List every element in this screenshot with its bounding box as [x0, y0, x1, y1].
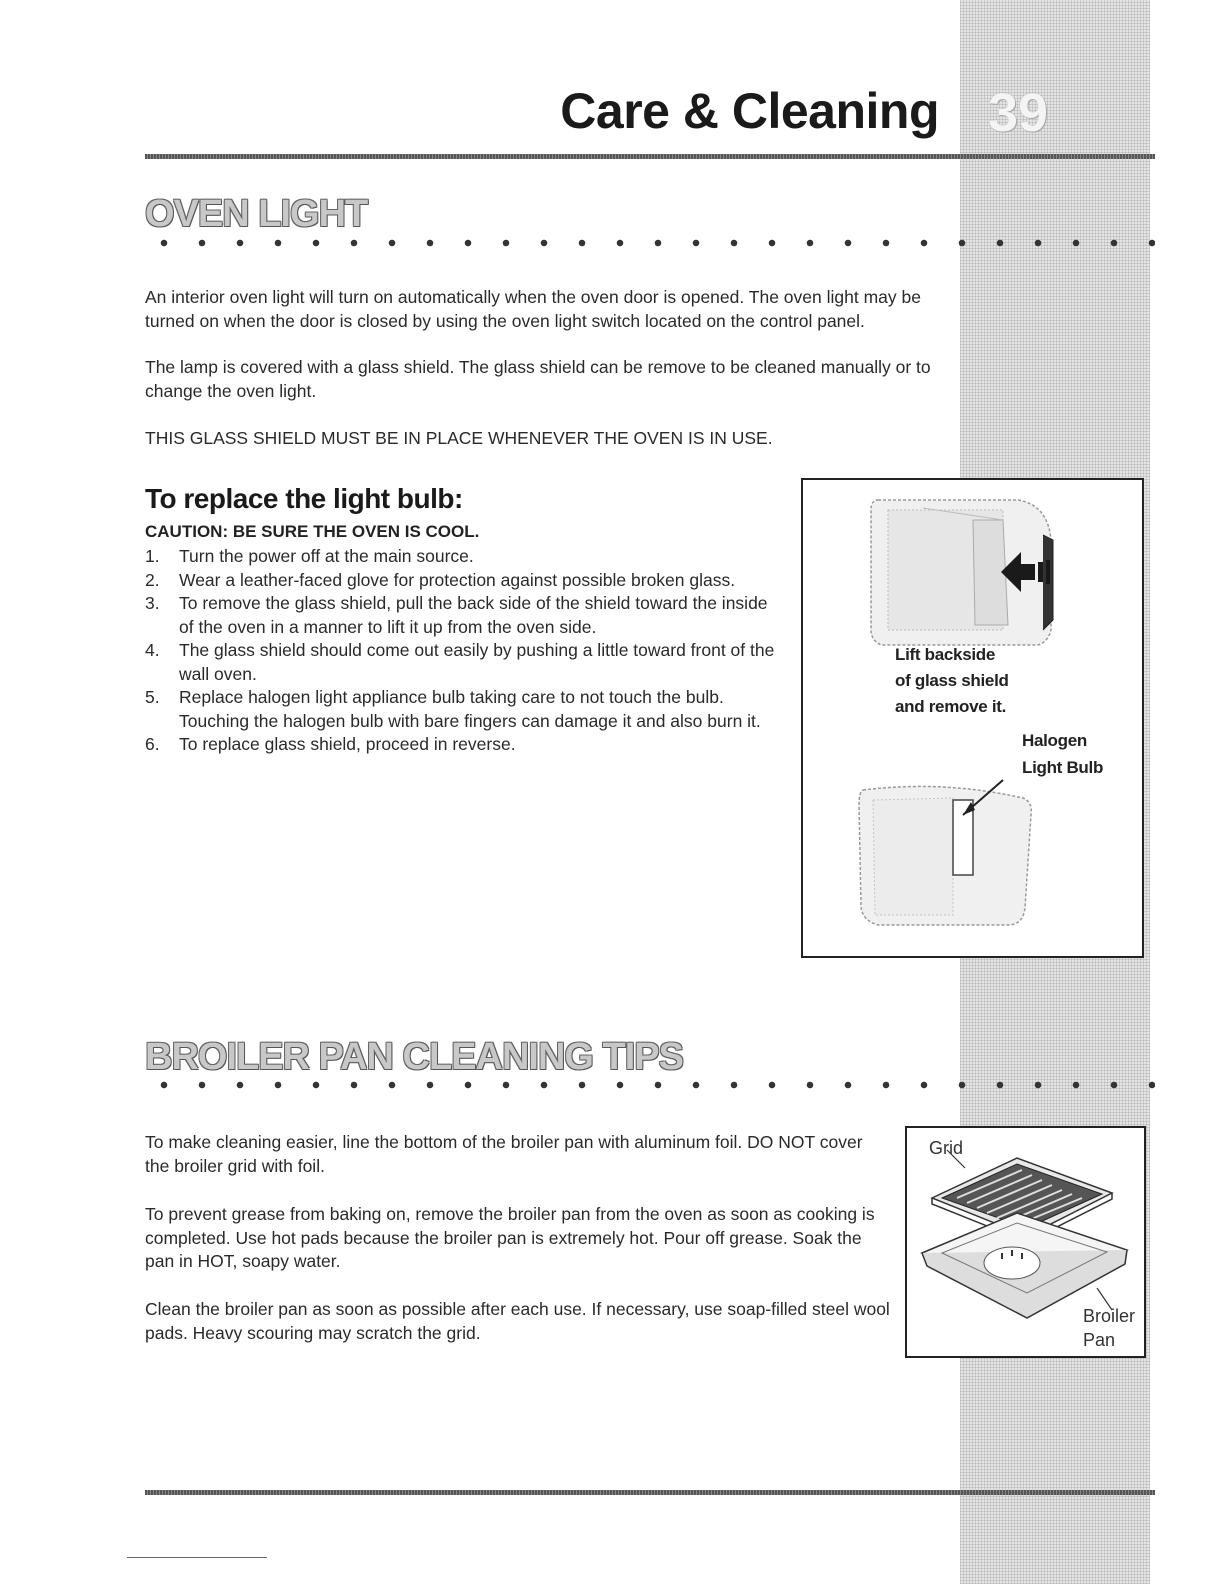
broiler-heading: BROILER PAN CLEANING TIPS: [145, 1036, 683, 1078]
list-item: [145, 592, 785, 639]
glass-shield-bottom-illustration: [859, 786, 1031, 925]
replace-bulb-steps: [145, 545, 785, 757]
step-text: To remove the glass shield, pull the back side of the shield toward the inside of the oven in a manner to lift it up from the oven side.: [179, 593, 768, 637]
step-number: 3.: [145, 593, 160, 613]
replace-bulb-heading: To replace the light bulb:: [145, 483, 463, 514]
page-title: Care & Cleaning: [560, 83, 939, 139]
lift-label-line-2: of glass shield: [895, 671, 1009, 690]
header-rule: [145, 154, 1155, 159]
bulb-label-line-1: Halogen: [1022, 731, 1087, 750]
broiler-dot-divider: [145, 1080, 1155, 1090]
caution-text: CAUTION: BE SURE THE OVEN IS COOL.: [145, 522, 480, 541]
step-number: 2.: [145, 569, 160, 590]
step-text: Replace halogen light appliance bulb taking care to not touch the bulb. Touching the halogen bulb with bare fingers can damage it and also burn it.: [179, 687, 761, 731]
broiler-pan-figure: [905, 1126, 1146, 1358]
step-text: Turn the power off at the main source.: [179, 546, 474, 566]
step-number: 1.: [145, 546, 160, 566]
step-text: Wear a leather-faced glove for protection against possible broken glass.: [179, 569, 736, 590]
grid-label: Grid: [929, 1138, 964, 1158]
step-number: 4.: [145, 640, 160, 660]
footer-rule: [145, 1490, 1155, 1495]
lift-label-line-1: Lift backside: [895, 645, 996, 664]
oven-light-paragraph-1: An interior oven light will turn on automatically when the oven door is opened. The oven light may be turned on when the door is closed by using the oven light switch located on the control panel.: [145, 287, 921, 331]
oven-light-paragraph-2: The lamp is covered with a glass shield. The glass shield can be remove to be cleaned manually or to change the oven light.: [145, 357, 931, 401]
list-item: [145, 639, 785, 686]
list-item: [145, 545, 785, 569]
broiler-pan-label-line-1: Broiler: [1083, 1306, 1136, 1326]
step-number: 6.: [145, 734, 160, 754]
step-text: To replace glass shield, proceed in reverse.: [179, 734, 516, 754]
list-item: [145, 686, 785, 733]
step-text: The glass shield should come out easily by pushing a little toward front of the wall oven.: [179, 640, 775, 684]
list-item: [145, 569, 785, 593]
broiler-pan-label-line-2: Pan: [1083, 1330, 1116, 1350]
lift-label-line-3: and remove it.: [895, 697, 1007, 716]
broiler-pan-bottom-illustration: [922, 1213, 1127, 1318]
page-number: 39: [988, 83, 1049, 143]
oven-light-heading: OVEN LIGHT: [145, 193, 368, 235]
broiler-paragraph-3: Clean the broiler pan as soon as possible after each use. If necessary, use soap-filled steel wool pads. Heavy scouring may scratch the grid.: [145, 1299, 890, 1343]
footer-link-underline: [127, 1557, 267, 1558]
list-item: [145, 733, 785, 757]
broiler-paragraph-1: To make cleaning easier, line the bottom of the broiler pan with aluminum foil. DO NOT cover the broiler grid with foil.: [145, 1132, 863, 1176]
step-number: 5.: [145, 687, 160, 707]
oven-light-dot-divider: [145, 238, 1155, 248]
glass-shield-figure: [801, 478, 1144, 958]
bulb-label-line-2: Light Bulb: [1022, 758, 1104, 777]
broiler-paragraph-2: To prevent grease from baking on, remove the broiler pan from the oven as soon as cooking is completed. Use hot pads because the broiler pan is extremely hot. Pour off grease. Soak the pan in HOT, soapy water.: [145, 1204, 875, 1271]
oven-light-warning: THIS GLASS SHIELD MUST BE IN PLACE WHENEVER THE OVEN IS IN USE.: [145, 428, 773, 448]
